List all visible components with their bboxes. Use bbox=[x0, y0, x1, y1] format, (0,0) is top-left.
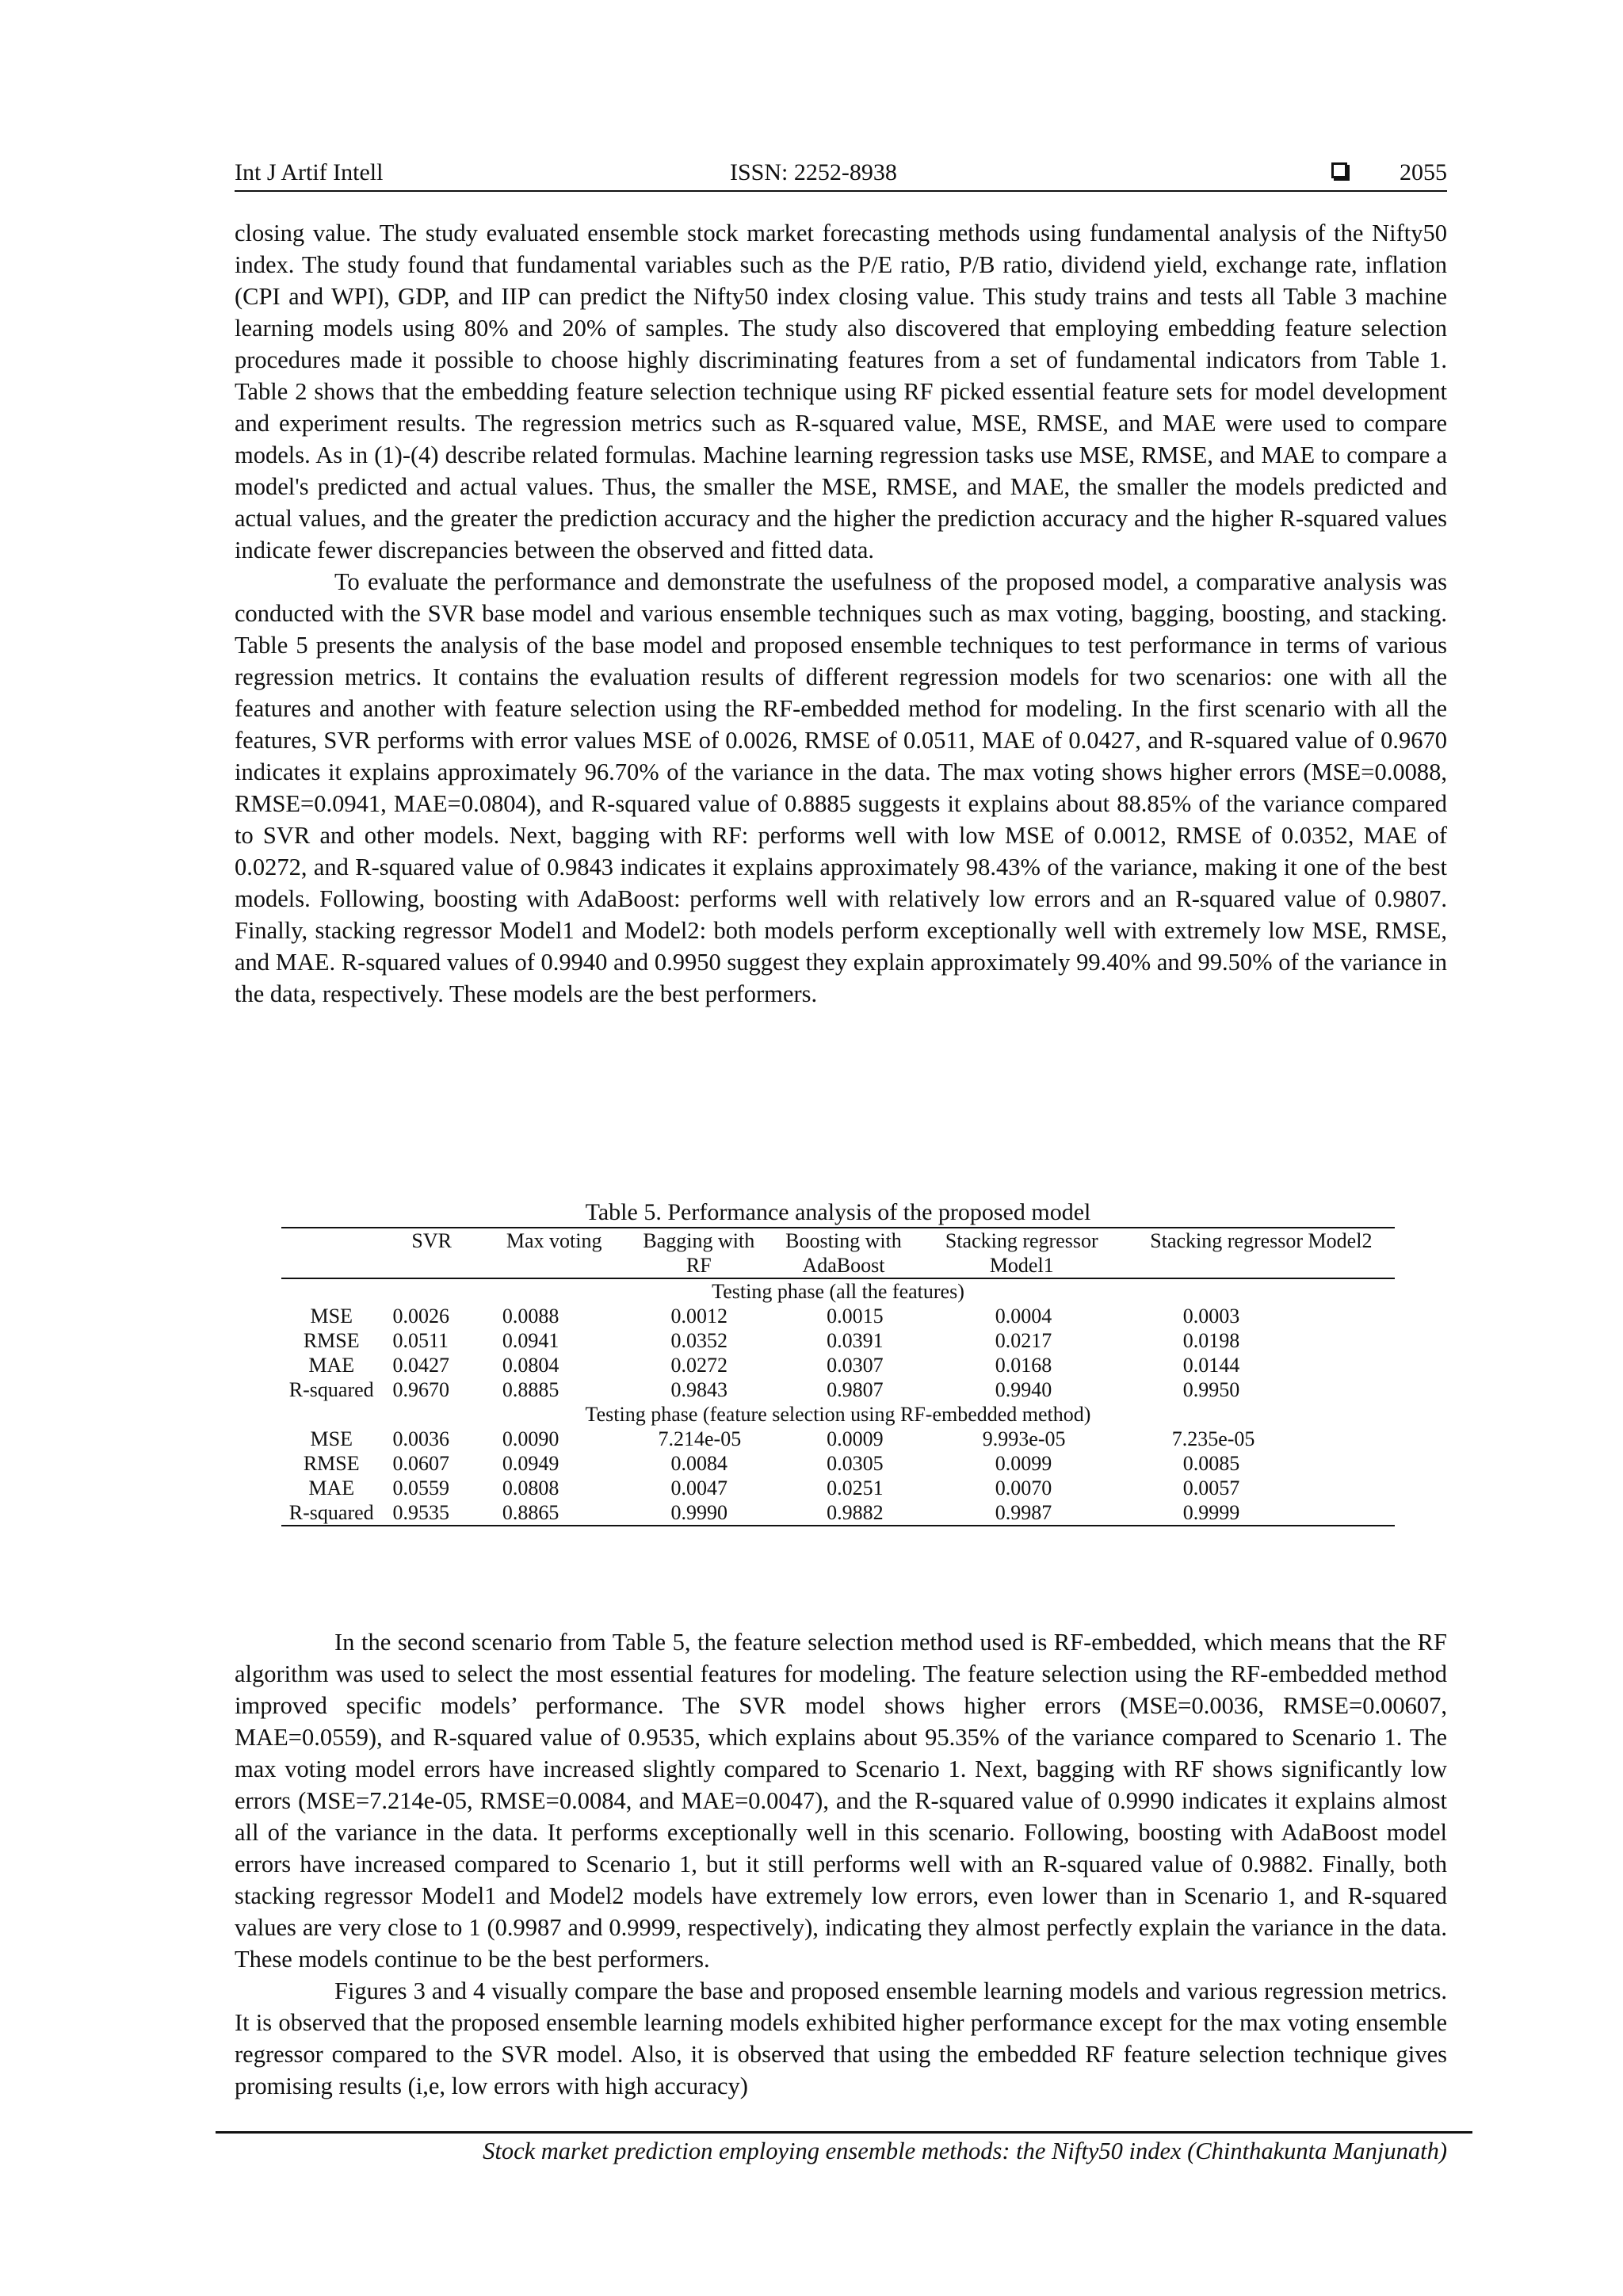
section-title: Testing phase (feature selection using RF-embedded method) bbox=[585, 1403, 1091, 1426]
metric-cell: MAE bbox=[308, 1477, 355, 1499]
column-header: Max voting bbox=[506, 1229, 602, 1252]
value-cell: 0.0251 bbox=[827, 1477, 884, 1499]
table-row bbox=[281, 1476, 1395, 1500]
value-cell: 0.0168 bbox=[995, 1354, 1052, 1377]
table-row bbox=[281, 1427, 1395, 1451]
paragraph: To evaluate the performance and demonstrate the usefulness of the proposed model, a comparative analysis was conducted with the SVR base model and various ensemble techniques such as max voting, bagging, boosting, and stacking. Table 5 presents the analysis of the base model and proposed ensemble techniques to test performance in terms of various regression metrics. It contains the evaluation results of different regression models for two scenarios: one with all the features and another with feature selection using the RF-embedded method for modeling. In the first scenario with all the features, SVR performs with error values MSE of 0.0026, RMSE of 0.0511, MAE of 0.0427, and R-squared value of 0.9670 indicates it explains approximately 96.70% of the variance in the data. The max voting shows higher errors (MSE=0.0088, RMSE=0.0941, MAE=0.0804), and R-squared value of 0.8885 suggests it explains about 88.85% of the variance compared to SVR and other models. Next, bagging with RF: performs well with low MSE of 0.0012, RMSE of 0.0352, MAE of 0.0272, and R-squared value of 0.9843 indicates it explains approximately 98.43% of the variance, making it one of the best models. Following, boosting with AdaBoost: performs well with relatively low errors and an R-squared value of 0.9807. Finally, stacking regressor Model1 and Model2: both models perform exceptionally well with extremely low MSE, RMSE, and MAE. R-squared values of 0.9940 and 0.9950 suggest they explain approximately 99.40% and 99.50% of the variance in the data, respectively. These models are the best performers. bbox=[235, 568, 1447, 1007]
value-cell: 0.9999 bbox=[1182, 1501, 1240, 1524]
value-cell: 0.8885 bbox=[502, 1378, 559, 1401]
value-cell: 0.9670 bbox=[392, 1378, 449, 1401]
metric-cell: MSE bbox=[310, 1305, 353, 1328]
table-row bbox=[281, 1353, 1395, 1377]
value-cell: 0.0272 bbox=[670, 1354, 728, 1377]
value-cell: 0.0036 bbox=[392, 1427, 449, 1450]
table-row bbox=[281, 1377, 1395, 1402]
value-cell: 0.0026 bbox=[392, 1305, 449, 1328]
value-cell: 0.0004 bbox=[995, 1305, 1052, 1328]
section-row bbox=[281, 1402, 1395, 1427]
value-cell: 0.0198 bbox=[1182, 1329, 1240, 1352]
value-cell: 0.0808 bbox=[502, 1477, 559, 1499]
value-cell: 0.8865 bbox=[502, 1501, 559, 1524]
value-cell: 0.0511 bbox=[392, 1329, 449, 1352]
value-cell: 0.0003 bbox=[1182, 1305, 1240, 1328]
column-header: SVR bbox=[411, 1229, 452, 1252]
square-bullet-icon bbox=[1331, 162, 1347, 178]
value-cell: 0.0088 bbox=[502, 1305, 559, 1328]
section-row bbox=[281, 1278, 1395, 1304]
value-cell: 0.0607 bbox=[392, 1452, 449, 1475]
value-cell: 0.0090 bbox=[502, 1427, 559, 1450]
value-cell: 0.0070 bbox=[995, 1477, 1052, 1499]
column-header bbox=[281, 1228, 381, 1278]
value-cell: 0.9882 bbox=[827, 1501, 884, 1524]
value-cell: 0.0559 bbox=[392, 1477, 449, 1499]
table-row bbox=[281, 1304, 1395, 1328]
value-cell: 0.0099 bbox=[995, 1452, 1052, 1475]
value-cell: 0.9950 bbox=[1182, 1378, 1240, 1401]
table-row bbox=[281, 1500, 1395, 1526]
metric-cell: R-squared bbox=[288, 1378, 374, 1401]
table-caption: Table 5. Performance analysis of the proposed model bbox=[585, 1199, 1091, 1225]
paragraph: In the second scenario from Table 5, the feature selection method used is RF-embedded, which means that the RF algorithm was used to select the most essential features for modeling. The feature selection using the RF-embedded method improved specific models’ performance. The SVR model shows higher errors (MSE=0.0036, RMSE=0.00607, MAE=0.0559), and R-squared value of 0.9535, which explains about 95.35% of the variance compared to Scenario 1. The max voting model errors have increased slightly compared to Scenario 1. Next, bagging with RF shows significantly low errors (MSE=7.214e-05, RMSE=0.0084, and MAE=0.0047), and the R-squared value of 0.9990 indicates it explains almost all of the variance in the data. It performs exceptionally well in this scenario. Following, boosting with AdaBoost model errors have increased compared to Scenario 1, but it still performs well with an R-squared value of 0.9882. Finally, both stacking regressor Model1 and Model2 models have extremely low errors, even lower than in Scenario 1, and R-squared values are very close to 1 (0.9987 and 0.9999, respectively), indicating they almost perfectly explain the variance in the data. These models continue to be the best performers. bbox=[235, 1629, 1447, 1973]
column-header: Stacking regressor Model1 bbox=[945, 1229, 1098, 1277]
page-number: 2055 bbox=[1400, 159, 1447, 185]
column-header: Stacking regressor Model2 bbox=[1150, 1229, 1373, 1252]
metric-cell: RMSE bbox=[303, 1452, 360, 1475]
table-row bbox=[281, 1328, 1395, 1353]
value-cell: 0.0144 bbox=[1182, 1354, 1240, 1377]
body-text-bottom bbox=[235, 1626, 1447, 2102]
column-header: Boosting with AdaBoost bbox=[785, 1229, 902, 1277]
value-cell: 7.214e-05 bbox=[658, 1427, 742, 1450]
section-title: Testing phase (all the features) bbox=[712, 1280, 964, 1303]
metric-cell: MAE bbox=[308, 1354, 355, 1377]
value-cell: 0.9843 bbox=[670, 1378, 728, 1401]
value-cell: 0.0941 bbox=[502, 1329, 559, 1352]
page-header bbox=[235, 155, 1447, 190]
value-cell: 0.0015 bbox=[827, 1305, 884, 1328]
value-cell: 0.0009 bbox=[827, 1427, 884, 1450]
footer-divider bbox=[216, 2131, 1472, 2134]
paragraph: closing value. The study evaluated ensemble stock market forecasting methods using fundamental analysis of the Nifty50 index. The study found that fundamental variables such as the P/E ratio, P/B ratio, dividend yield, exchange rate, inflation (CPI and WPI), GDP, and IIP can predict the Nifty50 index closing value. This study trains and tests all Table 3 machine learning models using 80% and 20% of samples. The study also discovered that employing embedding feature selection procedures made it possible to choose highly discriminating features from a set of fundamental indicators from Table 1. Table 2 shows that the embedding feature selection technique using RF picked essential feature sets for model development and experiment results. The regression metrics such as R-squared value, MSE, RMSE, and MAE were used to compare models. As in (1)-(4) describe related formulas. Machine learning regression tasks use MSE, RMSE, and MAE to compare a model's predicted and actual values. Thus, the smaller the MSE, RMSE, and MAE, the smaller the models predicted and actual values, and the greater the prediction accuracy and the higher the prediction accuracy and the higher R-squared values indicate fewer discrepancies between the observed and fitted data. bbox=[235, 220, 1447, 563]
performance-table bbox=[281, 1227, 1395, 1526]
value-cell: 0.0427 bbox=[392, 1354, 449, 1377]
value-cell: 0.0085 bbox=[1182, 1452, 1240, 1475]
value-cell: 0.0012 bbox=[670, 1305, 728, 1328]
value-cell: 0.0307 bbox=[827, 1354, 884, 1377]
value-cell: 0.0804 bbox=[502, 1354, 559, 1377]
issn: ISSN: 2252-8938 bbox=[730, 159, 897, 185]
running-title: Stock market prediction employing ensemble methods: the Nifty50 index (Chinthakunta Manjunath) bbox=[483, 2137, 1447, 2164]
value-cell: 0.9990 bbox=[670, 1501, 728, 1524]
header-divider bbox=[235, 190, 1447, 192]
metric-cell: MSE bbox=[310, 1427, 353, 1450]
value-cell: 9.993e-05 bbox=[982, 1427, 1066, 1450]
value-cell: 0.0084 bbox=[670, 1452, 728, 1475]
value-cell: 0.0949 bbox=[502, 1452, 559, 1475]
value-cell: 0.9940 bbox=[995, 1378, 1052, 1401]
table-5 bbox=[281, 1198, 1395, 1526]
value-cell: 0.0217 bbox=[995, 1329, 1052, 1352]
value-cell: 0.0047 bbox=[670, 1477, 728, 1499]
value-cell: 0.0305 bbox=[827, 1452, 884, 1475]
value-cell: 7.235e-05 bbox=[1171, 1427, 1255, 1450]
column-header: Bagging with RF bbox=[643, 1229, 755, 1277]
value-cell: 0.9807 bbox=[827, 1378, 884, 1401]
metric-cell: R-squared bbox=[288, 1501, 374, 1524]
value-cell: 0.0352 bbox=[670, 1329, 728, 1352]
journal-name: Int J Artif Intell bbox=[235, 159, 384, 185]
paragraph: Figures 3 and 4 visually compare the base and proposed ensemble learning models and various regression metrics. It is observed that the proposed ensemble learning models exhibited higher performance except for the max voting ensemble regressor compared to the SVR model. Also, it is observed that using the embedded RF feature selection technique gives promising results (i,e, low errors with high accuracy) bbox=[235, 1977, 1447, 2099]
value-cell: 0.0057 bbox=[1182, 1477, 1240, 1499]
value-cell: 0.9987 bbox=[995, 1501, 1052, 1524]
body-text-top bbox=[235, 217, 1447, 1010]
value-cell: 0.0391 bbox=[827, 1329, 884, 1352]
value-cell: 0.9535 bbox=[392, 1501, 449, 1524]
metric-cell: RMSE bbox=[303, 1329, 360, 1352]
table-row bbox=[281, 1451, 1395, 1476]
table-header-row bbox=[281, 1228, 1395, 1278]
